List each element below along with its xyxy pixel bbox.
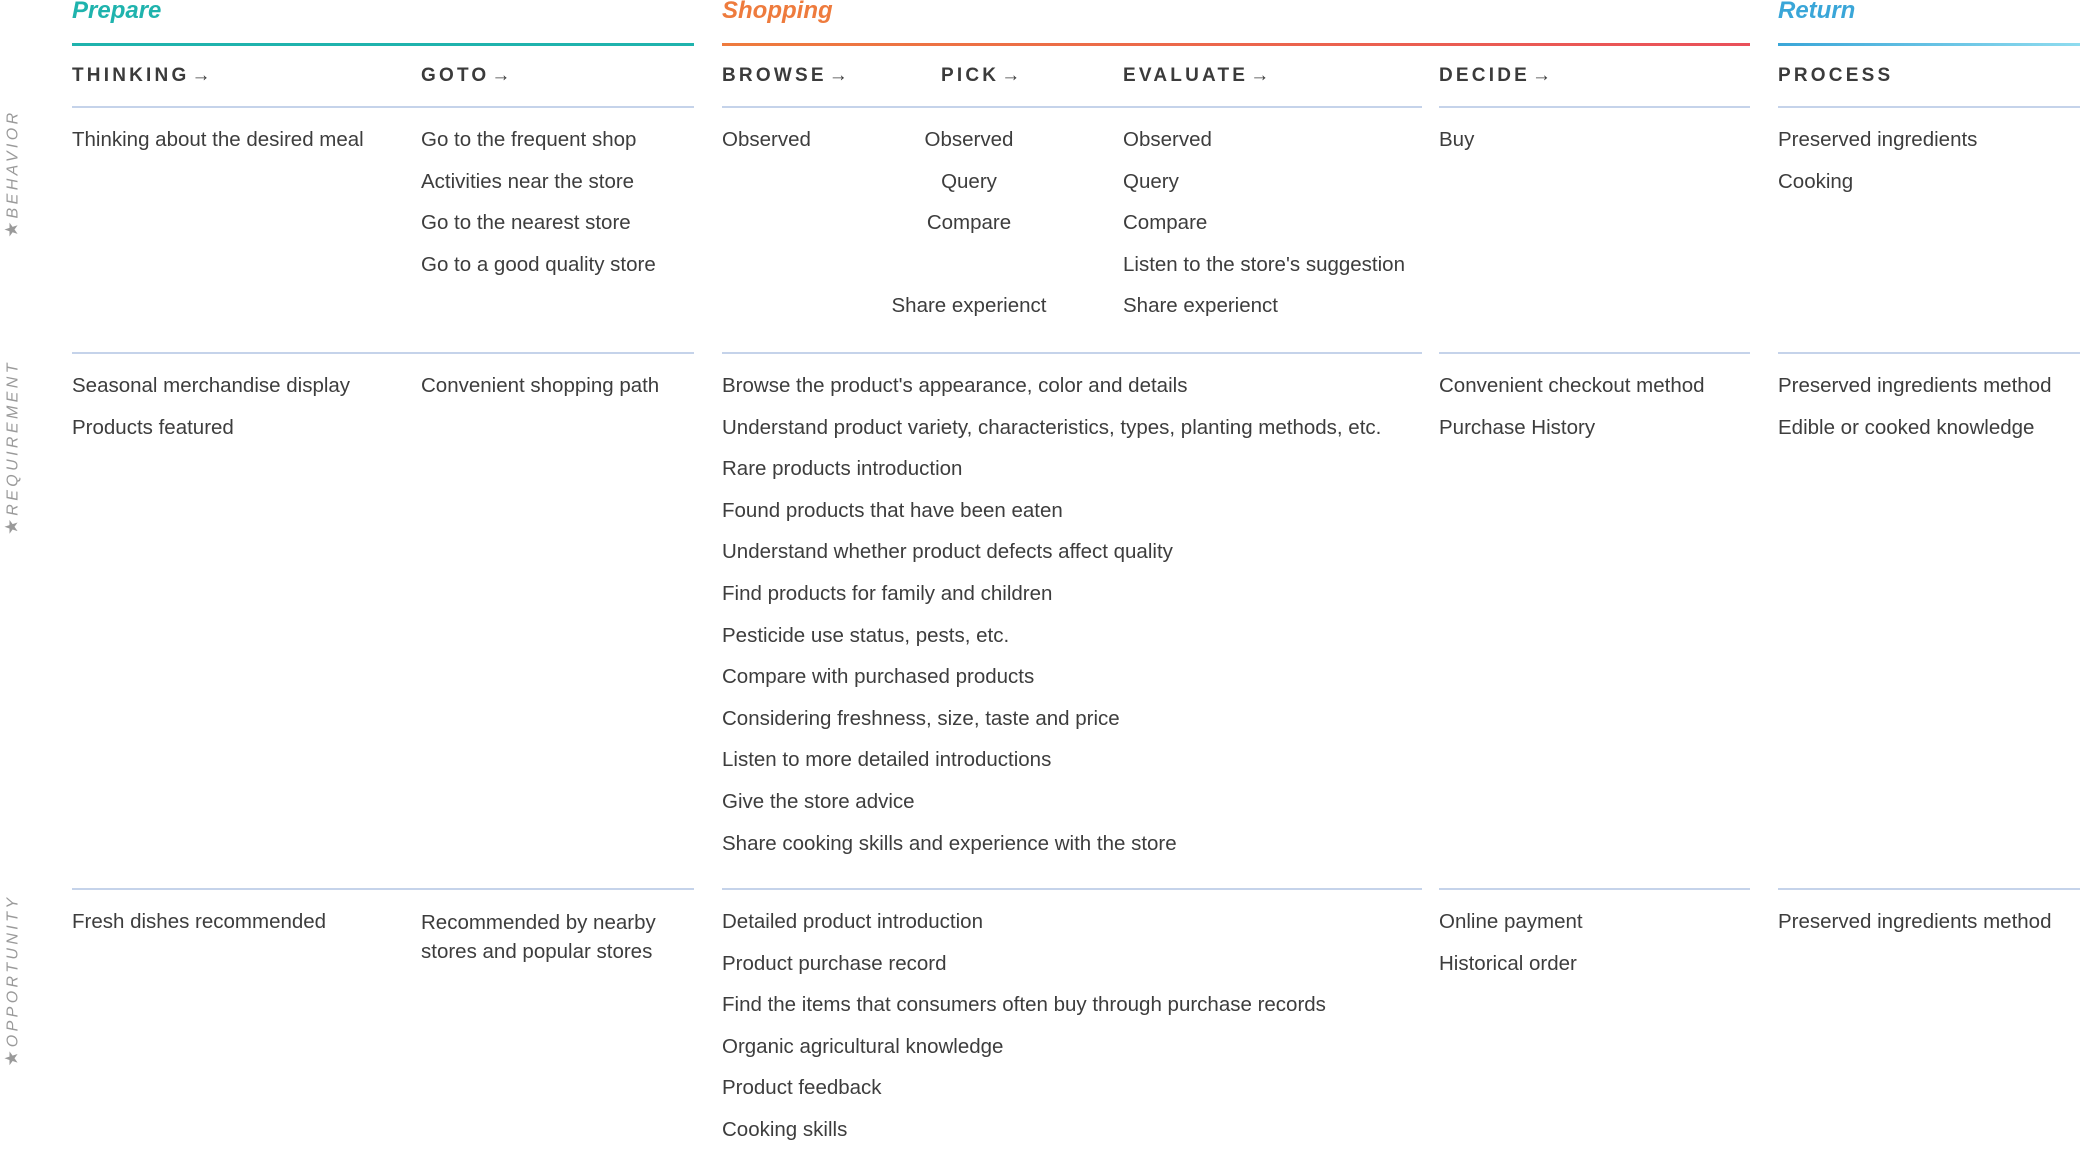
list-item: Detailed product introduction [722, 910, 983, 933]
list-item: Products featured [72, 415, 234, 439]
list-item: Listen to more detailed introductions [722, 748, 1052, 772]
list-item: Convenient checkout method [1439, 374, 1705, 397]
behavior-goto-list [421, 119, 656, 285]
star-icon: ★ [1, 518, 22, 535]
list-item: Go to the frequent shop [421, 128, 637, 151]
behavior-process-list [1778, 119, 1977, 202]
list-item: Convenient shopping path [421, 374, 660, 397]
arrow-icon: → [1250, 65, 1270, 86]
stage-goto: GOTO → [421, 65, 511, 86]
list-item: Preserved ingredients method [1778, 910, 2052, 933]
rule [72, 106, 694, 108]
requirement-decide-list [1439, 365, 1705, 448]
list-item: Compare [926, 211, 1012, 235]
list-item: Organic agricultural knowledge [722, 1034, 1004, 1058]
row-label-opportunity: ★OPPORTUNITY [1, 894, 22, 1067]
list-item: Preserved ingredients [1778, 128, 1978, 151]
list-item: Historical order [1439, 951, 1577, 975]
stage-thinking: THINKING → [72, 65, 211, 86]
list-item: Found products that have been eaten [722, 498, 1063, 522]
rule [72, 888, 694, 890]
list-item: Fresh dishes recommended [72, 910, 327, 933]
behavior-thinking-list [72, 119, 364, 161]
behavior-decide-list [1439, 119, 1474, 161]
phase-title-prepare: Prepare [72, 0, 162, 24]
star-icon: ★ [1, 221, 22, 238]
list-item: Find the items that consumers often buy through purchase records [722, 993, 1326, 1017]
phase-title-shopping: Shopping [722, 0, 833, 24]
opportunity-decide-list [1439, 901, 1583, 984]
list-item: Listen to the store's suggestion [1123, 252, 1405, 276]
list-item: Share experienct [1123, 294, 1278, 318]
list-item: Pesticide use status, pests, etc. [722, 623, 1010, 647]
rule [1778, 888, 2080, 890]
arrow-icon: → [1532, 65, 1551, 86]
opportunity-goto-list [421, 908, 691, 966]
list-item: Purchase History [1439, 415, 1596, 439]
opportunity-process-list [1778, 901, 2052, 943]
list-item: Understand whether product defects affect quality [722, 540, 1173, 564]
arrow-icon: → [491, 65, 511, 86]
rule [722, 352, 1422, 354]
list-item: Give the store advice [722, 789, 915, 813]
list-item: Seasonal merchandise display [72, 374, 351, 397]
list-item [869, 244, 1069, 286]
requirement-thinking-list [72, 365, 350, 448]
list-item: Buy [1439, 128, 1475, 151]
rule [1439, 352, 1750, 354]
stage-decide: DECIDE → [1439, 65, 1551, 86]
rule [1439, 106, 1750, 108]
phase-line-return [1778, 43, 2080, 46]
list-item: Product purchase record [722, 951, 947, 975]
list-item: Product feedback [722, 1076, 882, 1100]
list-item: Observed [1123, 128, 1212, 151]
list-item: Activities near the store [421, 169, 635, 193]
row-label-behavior: ★BEHAVIOR [1, 109, 22, 238]
rule [722, 888, 1422, 890]
rule [722, 106, 1422, 108]
list-item: Compare with purchased products [722, 665, 1035, 689]
list-item: Cooking [1778, 169, 1854, 193]
list-item: Find products for family and children [722, 581, 1053, 605]
list-item: Edible or cooked knowledge [1778, 415, 2035, 439]
list-item: Share experienct [891, 294, 1047, 318]
opportunity-thinking-list [72, 901, 326, 943]
list-item: Rare products introduction [722, 457, 963, 481]
list-item: Share cooking skills and experience with the store [722, 831, 1177, 855]
list-item: Observed [924, 128, 1014, 151]
phase-line-shopping [722, 43, 1750, 46]
stage-browse: BROWSE → [722, 65, 848, 86]
rule [1778, 352, 2080, 354]
row-label-requirement: ★REQUIREMENT [1, 360, 22, 535]
list-item: Compare [1123, 211, 1208, 235]
arrow-icon: → [828, 65, 848, 86]
list-item: Query [1123, 169, 1179, 193]
list-item: Cooking skills [722, 1117, 848, 1141]
list-item: Considering freshness, size, taste and price [722, 706, 1120, 730]
requirement-process-list [1778, 365, 2052, 448]
list-item: Online payment [1439, 910, 1583, 933]
behavior-browse-list [722, 119, 811, 161]
opportunity-shopping-list [722, 901, 1326, 1151]
stage-pick: PICK → [941, 65, 1021, 86]
arrow-icon: → [191, 65, 211, 86]
arrow-icon: → [1001, 65, 1021, 86]
requirement-goto-list [421, 365, 659, 407]
rule [1778, 106, 2080, 108]
list-item: Go to the nearest store [421, 211, 631, 235]
list-item: Recommended by nearby stores and popular stores [421, 911, 656, 963]
phase-title-return: Return [1778, 0, 1856, 24]
list-item: Understand product variety, characteristics, types, planting methods, etc. [722, 415, 1382, 439]
rule [72, 352, 694, 354]
star-icon: ★ [1, 1050, 22, 1067]
list-item: Go to a good quality store [421, 252, 656, 276]
phase-line-prepare [72, 43, 694, 46]
behavior-pick-list [869, 119, 1069, 327]
list-item: Thinking about the desired meal [72, 128, 364, 151]
list-item: Browse the product's appearance, color and details [722, 374, 1188, 397]
behavior-evaluate-list [1123, 119, 1405, 327]
requirement-shopping-list [722, 365, 1381, 864]
stage-evaluate: EVALUATE → [1123, 65, 1270, 86]
rule [1439, 888, 1750, 890]
list-item: Preserved ingredients method [1778, 374, 2052, 397]
list-item: Query [941, 169, 997, 193]
list-item: Observed [722, 128, 811, 151]
stage-process: PROCESS [1778, 65, 1894, 86]
